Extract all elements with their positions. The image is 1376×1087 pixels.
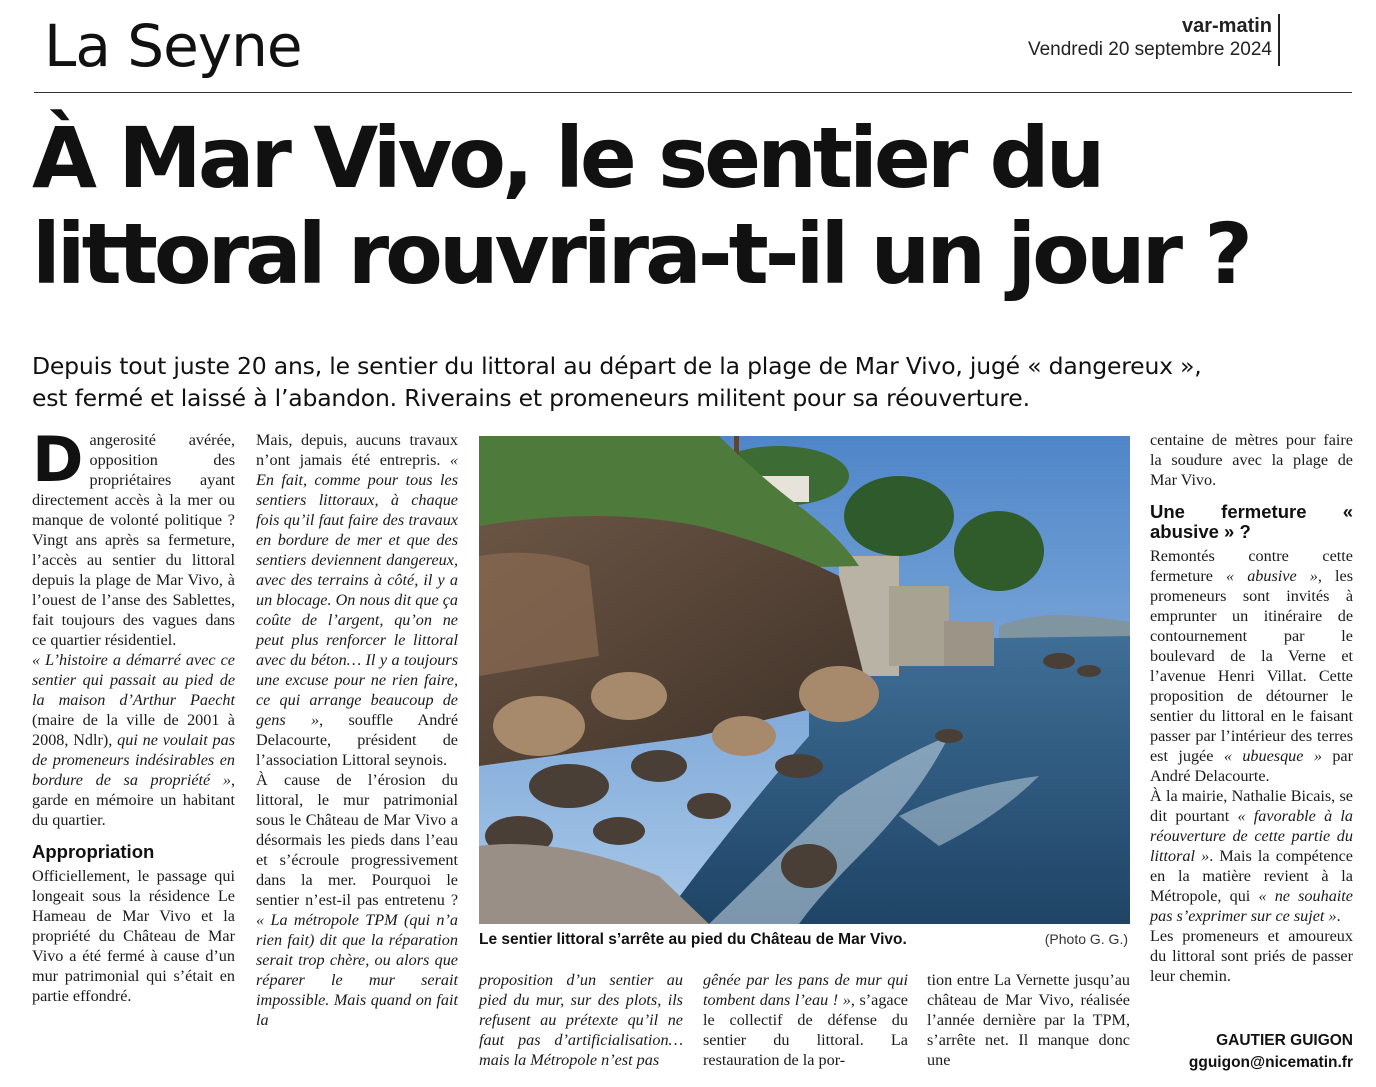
text: , garde en mémoire un habitant du quartier. [32, 771, 235, 829]
photo-credit: (Photo G. G.) [1044, 931, 1128, 947]
quote: « abusive » [1226, 567, 1318, 585]
article-column-5 [927, 970, 1130, 1070]
article-column-3 [479, 970, 683, 1070]
paragraph [1150, 786, 1353, 926]
text: , s’agace le collectif de défense du sentier du littoral. La restauration de la por- [703, 991, 908, 1069]
quote: « favorable à la réouverture de cette partie du littoral » [1150, 807, 1353, 865]
text: À cause de l’érosion du littoral, le mur patrimonial sous le Château de Mar Vivo a désormais les pieds dans l’eau et s’écroule progressivement dans la mer. Pourquoi le sentier n’est-il pas entretenu ? [256, 771, 458, 909]
article-photo [479, 436, 1130, 924]
text: Mais, depuis, aucuns travaux n’ont jamais été entrepris. [256, 431, 458, 469]
masthead-divider [1278, 14, 1280, 66]
quote: gênée par les pans de mur qui tombent dans l’eau ! » [703, 971, 908, 1009]
article-column-2 [256, 430, 458, 1030]
quote: qui ne voulait pas de promeneurs indésirables en bordure de sa propriété » [32, 731, 235, 789]
quote: proposition d’un sentier au pied du mur, sur des plots, ils refusent au prétexte qu’il ne faut pas d’artificialisation… mais la Métropole n’est pas [479, 971, 683, 1069]
headline-line-1: À Mar Vivo, le sentier du [32, 109, 1102, 207]
article-column-4 [703, 970, 908, 1070]
paragraph: tion entre La Vernette jusqu’au château de Mar Vivo, réalisée l’année dernière par la TPM, s’arrête net. Il manque donc une [927, 971, 1130, 1069]
subheading-fermeture: Une fermeture « abusive » ? [1150, 501, 1353, 542]
article-column-6 [1150, 430, 1353, 986]
header-rule [34, 92, 1352, 93]
standfirst [32, 350, 1352, 414]
newspaper-brand: var-matin [1181, 15, 1272, 37]
quote: « En fait, comme pour tous les sentiers littoraux, à chaque fois qu’il faut faire des travaux en bordure de mer et que des sentiers deviennent dangereux, avec des terrains à côté, il y a un blocage. On nous dit que ça coûte de l’argent, qu’on ne peut plus renforcer le littoral avec du béton… Il y a toujours une excuse pour ne rien faire, ce qui arrange beaucoup de gens » [256, 451, 458, 729]
standfirst-line-2: est fermé et laissé à l’abandon. Riverains et promeneurs militent pour sa réouverture. [32, 384, 1030, 412]
masthead [1028, 14, 1272, 62]
drop-cap: D [32, 423, 84, 496]
text: . Mais la compétence en la matière revient à la Métropole, qui [1150, 847, 1353, 905]
text: Remontés contre cette fermeture [1150, 547, 1353, 585]
text: À la mairie, Nathalie Bicais, se dit pourtant [1150, 787, 1353, 825]
photo-caption [479, 930, 1130, 950]
standfirst-line-1: Depuis tout juste 20 ans, le sentier du littoral au départ de la plage de Mar Vivo, jugé « dangereux », [32, 352, 1202, 380]
paragraph [256, 770, 458, 1030]
paragraph [1150, 546, 1353, 786]
paragraph: centaine de mètres pour faire la soudure avec la plage de Mar Vivo. [1150, 431, 1353, 489]
paragraph [703, 970, 908, 1070]
text: angerosité avérée, opposition des propriétaires ayant directement accès à la mer ou manque de volonté politique ? Vingt ans après sa fermeture, l’accès au sentier du littoral depuis la plage de Mar Vivo, à l’ouest de l’anse des Sablettes, fait toujours des vagues dans ce quartier résidentiel. [32, 431, 235, 649]
caption-text: Le sentier littoral s’arrête au pied du Château de Mar Vivo. [479, 931, 907, 948]
text: , souffle André Delacourte, président de l’association Littoral seynois. [256, 711, 459, 769]
paragraph [32, 423, 235, 650]
text: (maire de la ville de 2001 à 2008, Ndlr), [32, 711, 235, 749]
coastline-photo-illustration [479, 436, 1130, 924]
headline [32, 110, 1362, 302]
quote: « ne souhaite pas s’exprimer sur ce sujet » [1150, 887, 1353, 925]
paragraph: Les promeneurs et amoureux du littoral sont priés de passer leur chemin. [1150, 927, 1353, 985]
paragraph [256, 430, 458, 770]
quote: « La métropole TPM (qui n’a rien fait) dit que la réparation serait trop chère, ou alors que réparer le mur serait impossible. Mais quand on fait la [256, 911, 458, 1029]
paragraph: Officiellement, le passage qui longeait sous la résidence Le Hameau de Mar Vivo et la propriété du Château de Mar Vivo a été fermé à cause d’un mur patrimonial qui s’était en partie effondré. [32, 867, 235, 1005]
paragraph [32, 650, 235, 830]
quote: « L’histoire a démarré avec ce sentier qui passait au pied de la maison d’Arthur Paecht [32, 651, 235, 709]
author-name: GAUTIER GUIGON [1216, 1032, 1353, 1049]
text: . [1336, 907, 1341, 925]
publication-date: Vendredi 20 septembre 2024 [1027, 39, 1272, 60]
article-column-1 [32, 423, 235, 1006]
text: par André Delacourte. [1150, 747, 1353, 785]
quote: « ubuesque » [1223, 747, 1322, 765]
byline [1150, 1030, 1353, 1074]
headline-line-2: littoral rouvrira-t-il un jour ? [32, 205, 1250, 303]
paragraph [479, 970, 683, 1070]
subheading-appropriation: Appropriation [32, 841, 155, 862]
section-title: La Seyne [44, 12, 302, 80]
text: , les promeneurs sont invités à emprunter un itinéraire de contournement par le boulevard de la Verne et l’avenue Henri Villat. Cette proposition de détourner le sentier du littoral en le faisant passer par l’intérieur des terres est jugée [1150, 567, 1353, 765]
author-email[interactable]: gguigon@nicematin.fr [1188, 1054, 1353, 1071]
